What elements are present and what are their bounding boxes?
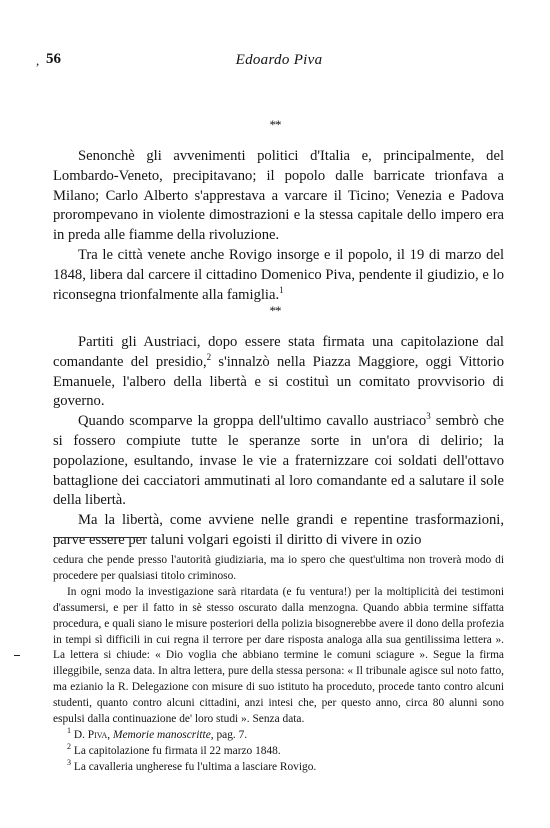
footnote-rule xyxy=(53,537,143,538)
paragraph-2 xyxy=(53,246,504,305)
footnote-2-number: 2 xyxy=(67,742,71,752)
paragraph-4 xyxy=(53,412,504,511)
footnote-2-text: La capitolazione fu firmata il 22 marzo 1848. xyxy=(73,744,281,757)
footnote-1-number: 1 xyxy=(67,726,71,736)
footnote-3-text: La cavalleria ungherese fu l'ultima a lasciare Rovigo. xyxy=(73,760,317,773)
section-asterism-2: ** xyxy=(269,303,281,318)
paragraph-3 xyxy=(53,333,504,412)
paragraph-3-part-2: s'innalzò nella Piazza Maggiore, oggi Vittorio Emanuele, l'albero della libertà e si costituì un comitato provvisorio di governo. xyxy=(53,353,505,410)
footnote-paragraph: In ogni modo la investigazione sarà ritardata (e fu ventura!) per la moltiplicità dei testimoni d'assumersi, e per il fatto in sè stesso oscurato dalla menzogna. Quando abbia termine siffatta procedura, e quali siano le misure posteriori della polizia bisognerebbe avere il dono della profezia in tempi sì difficili in cui regna il terrore per dare risposta analoga alla sua gentilissima lettera ». La lettera si chiude: « Dio voglia che abbiano termine le comuni sciagure ». Segue la firma illeggibile, senza data. In altra lettera, pure della stessa persona: « Il tribunale agisce sul noto fatto, ma ezianio la R. Delegazione con misure di suo istituto ha proceduto, procede tanto contro alcuni studenti, quanto contro alcuni cittadini, anzi intesi che, per questo anno, circa 80 alunni sono espulsi dalla continuazione de' loro studi ». Senza data. xyxy=(53,585,504,726)
paragraph-3-part-1: Partiti gli Austriaci, dopo essere stata firmata una capitolazione dal comandante del presidio, xyxy=(53,334,504,370)
page-number: 56 xyxy=(46,51,61,67)
section-asterism-1: ** xyxy=(269,117,281,132)
footnote-1-text: pag. 7. xyxy=(213,728,248,741)
footnote-2 xyxy=(53,744,504,760)
header-mark: , xyxy=(36,53,40,68)
footnote-1-author: D. Piva, xyxy=(73,728,111,741)
paragraph-5: Ma la libertà, come avviene nelle grandi e repentine trasformazioni, parve essere per taluni volgari egoisti il diritto di vivere in ozio xyxy=(53,512,504,548)
footnote-1-title: Memorie manoscritte, xyxy=(113,728,214,741)
margin-mark xyxy=(14,655,20,656)
footnote-ref-1: 1 xyxy=(279,284,284,295)
footnote-3-number: 3 xyxy=(67,757,71,767)
footnote-ref-2: 2 xyxy=(206,351,212,362)
footnote-3 xyxy=(53,757,504,776)
paragraph-1: Senonchè gli avvenimenti politici d'Italia e, principalmente, del Lombardo-Veneto, precipitavano; il popolo dalle barricate trionfava a Milano; Carlo Alberto s'apprestava a varcare il Ticino; Venezia e Padova prorompevano in violente dimostrazioni e la stessa capitale dello impero era in preda alle fiamme della rivoluzione. xyxy=(53,148,504,244)
footnote-continuation: cedura che pende presso l'autorità giudiziaria, ma io spero che quest'ultima non troverà modo di procedere per qualsiasi titolo criminoso. xyxy=(53,554,504,582)
footnote-1 xyxy=(53,728,504,744)
footnote-ref-3: 3 xyxy=(426,411,431,422)
footnotes xyxy=(53,553,504,776)
page-header xyxy=(36,51,522,73)
section-2-text xyxy=(53,333,504,551)
paragraph-4-part-2: sembrò che si fossero compiute tutte le speranze sorte in un'ora di delirio; la popolazione, esultando, invase le vie a fraternizzare coi soldati dell'ottavo battaglione dei cacciatori ammutinati al loro comandante ed a salutare il sole della libertà. xyxy=(53,413,504,509)
section-1-text xyxy=(53,147,504,305)
paragraph-2-text: Tra le città venete anche Rovigo insorge e il popolo, il 19 di marzo del 1848, libera dal carcere il cittadino Domenico Piva, pendente il giudizio, e lo riconsegna trionfalmente alla famiglia. xyxy=(53,246,504,303)
paragraph-4-part-1: Quando scomparve la groppa dell'ultimo cavallo austriaco xyxy=(78,413,427,430)
running-head: Edoardo Piva xyxy=(235,52,323,68)
